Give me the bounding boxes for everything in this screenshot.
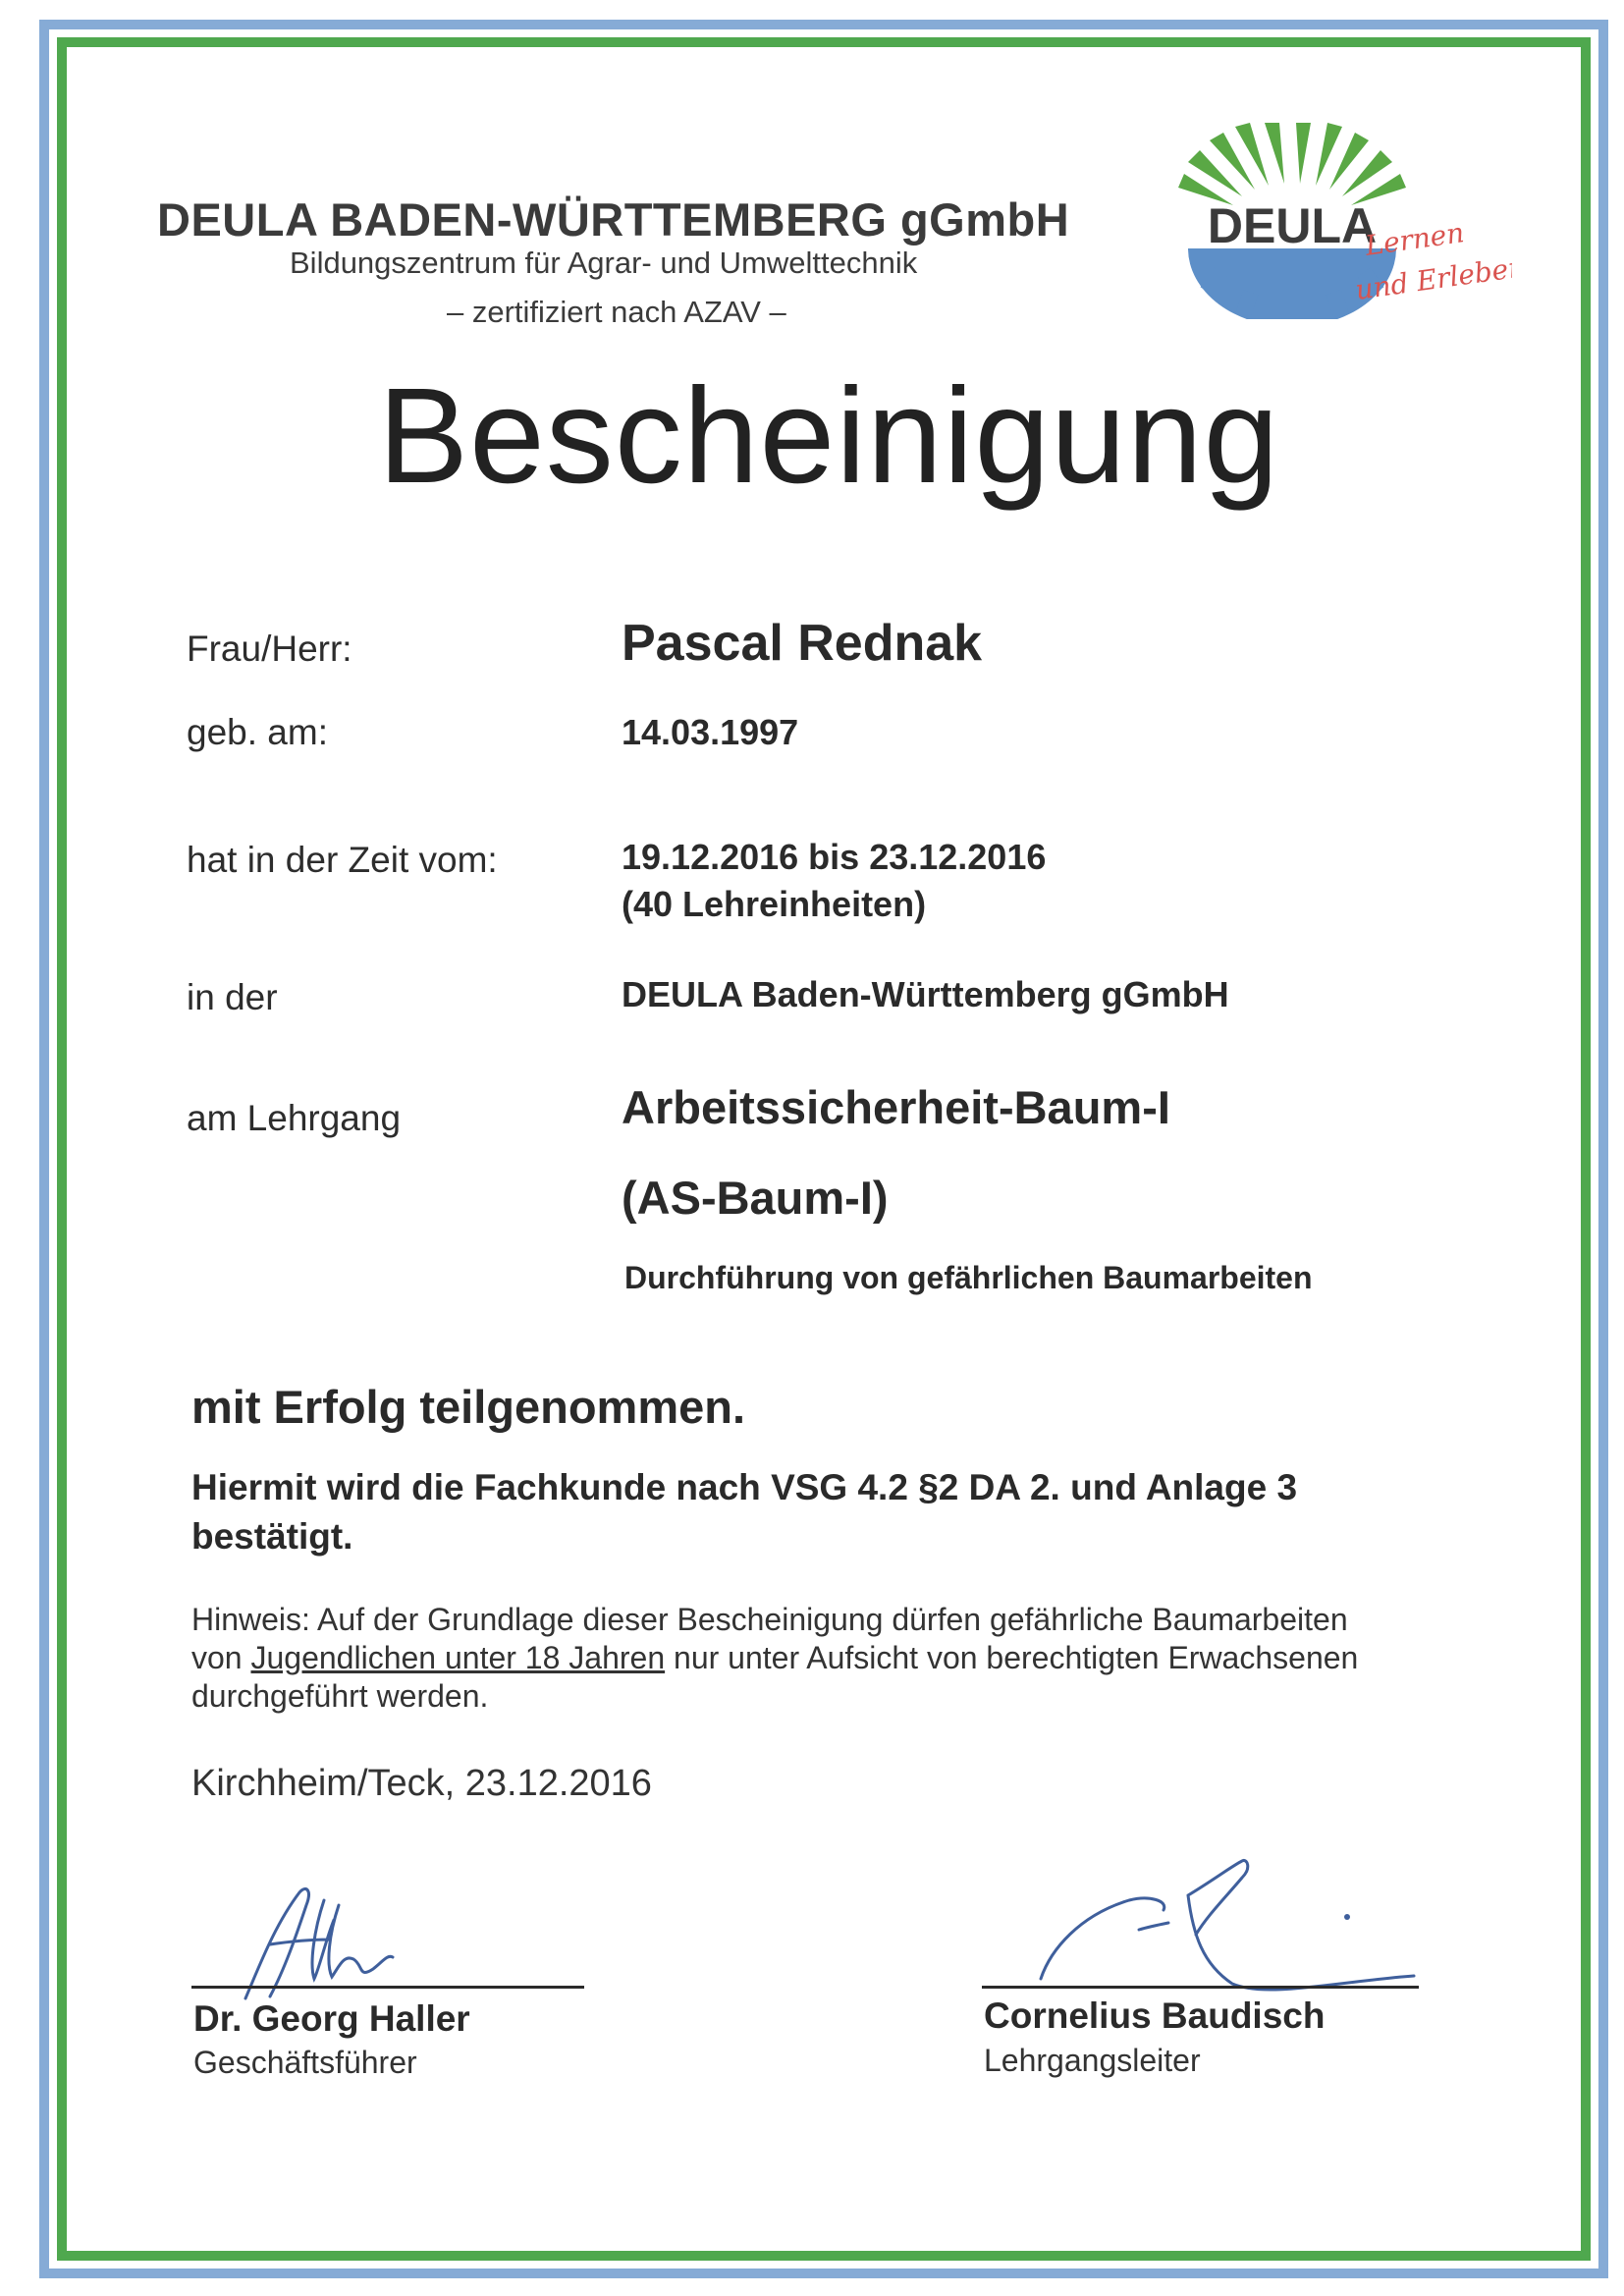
signature-line-left	[191, 1986, 584, 1989]
qualification-line-2: bestätigt.	[191, 1516, 353, 1557]
qualification-line-1: Hiermit wird die Fachkunde nach VSG 4.2 §2 DA 2. und Anlage 3	[191, 1467, 1298, 1507]
organization-name: DEULA BADEN-WÜRTTEMBERG gGmbH	[157, 193, 1070, 246]
qualification-statement	[191, 1463, 1297, 1561]
slogan-line-1: Lernen	[1363, 216, 1467, 262]
result-statement: mit Erfolg teilgenommen.	[191, 1381, 746, 1433]
place-and-date: Kirchheim/Teck, 23.12.2016	[191, 1763, 652, 1804]
course-code: (AS-Baum-I)	[622, 1172, 889, 1224]
organization-subtitle: Bildungszentrum für Agrar- und Umwelttechnik	[290, 246, 918, 280]
label-institution: in der	[187, 977, 278, 1017]
course-period: 19.12.2016 bis 23.12.2016	[622, 837, 1047, 877]
signatory-name-1: Dr. Georg Haller	[193, 1998, 470, 2039]
document-title: Bescheinigung	[378, 360, 1280, 512]
course-description: Durchführung von gefährlichen Baumarbeiten	[624, 1260, 1313, 1295]
signatory-name-2: Cornelius Baudisch	[984, 1995, 1326, 2036]
note-line-3: durchgeführt werden.	[191, 1678, 489, 1714]
logo-fan-icon	[1178, 123, 1406, 205]
participant-name: Pascal Rednak	[622, 615, 983, 672]
birth-date: 14.03.1997	[622, 712, 799, 752]
logo-wordmark: DEULA	[1207, 198, 1378, 253]
note-line-2	[191, 1639, 1358, 1677]
signatory-role-2: Lehrgangsleiter	[984, 2043, 1201, 2078]
signature-line-right	[982, 1986, 1419, 1989]
signature-baudisch	[1021, 1856, 1434, 1994]
teaching-units: (40 Lehreinheiten)	[622, 884, 927, 924]
note-line-2-end: nur unter Aufsicht von berechtigten Erwachsenen	[665, 1640, 1359, 1675]
label-period: hat in der Zeit vom:	[187, 840, 498, 880]
deula-logo-graphic	[1149, 123, 1512, 319]
course-name: Arbeitssicherheit-Baum-I	[622, 1081, 1170, 1133]
note-underlined-text: Jugendlichen unter 18 Jahren	[250, 1640, 666, 1675]
signatory-role-1: Geschäftsführer	[193, 2045, 417, 2080]
label-course: am Lehrgang	[187, 1098, 402, 1138]
note-line-1: Hinweis: Auf der Grundlage dieser Bescheinigung dürfen gefährliche Baumarbeiten	[191, 1602, 1348, 1637]
deula-logo	[1149, 123, 1512, 319]
certification-note: – zertifiziert nach AZAV –	[447, 295, 786, 329]
note-line-2-start: von	[191, 1640, 251, 1675]
label-birthdate: geb. am:	[187, 712, 328, 752]
institution-name: DEULA Baden-Württemberg gGmbH	[622, 974, 1229, 1014]
slogan-line-2: und Erleben	[1353, 249, 1512, 306]
note-block	[191, 1601, 1358, 1716]
label-name: Frau/Herr:	[187, 629, 352, 669]
